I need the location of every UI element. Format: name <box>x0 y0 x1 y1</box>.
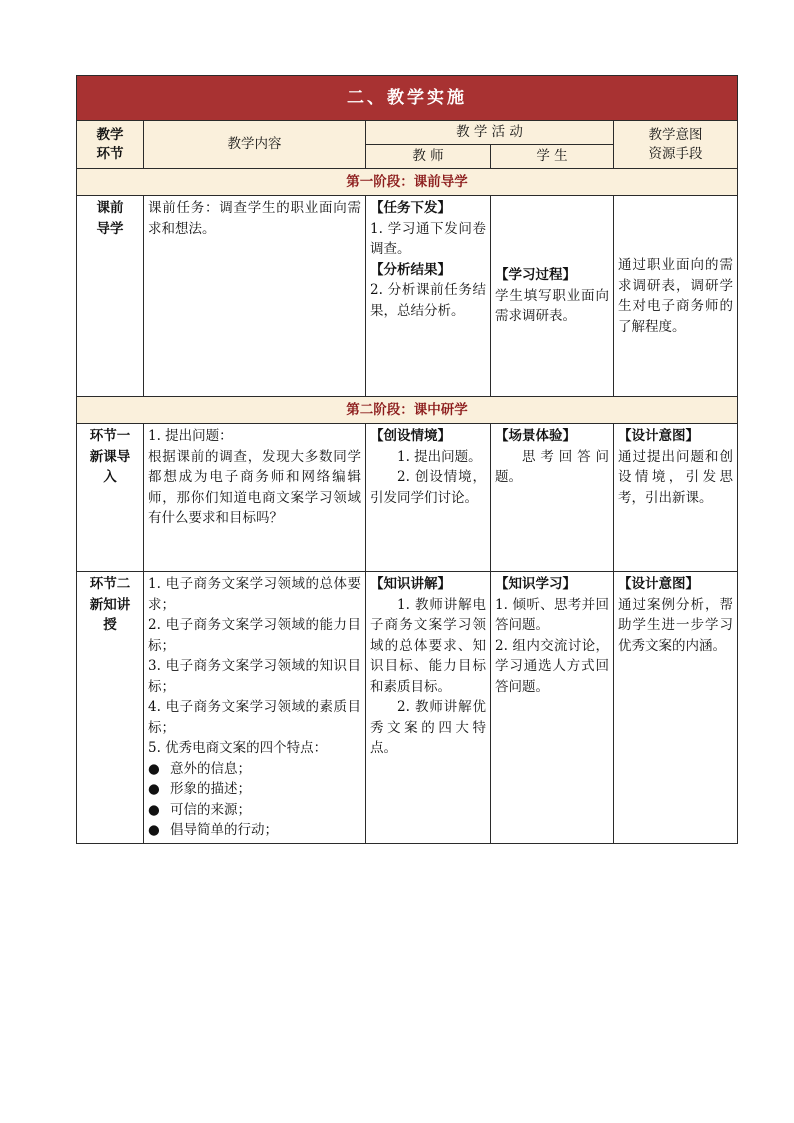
stage1-segment-line-1: 课前 <box>96 200 124 216</box>
row2-student-1: 1. 倾听、思考并回答问题。 <box>495 596 609 633</box>
bullet-text: 可信的来源； <box>170 801 251 818</box>
row2-content-item-1: 1. 电子商务文案学习领域的总体要求； <box>148 576 361 613</box>
header-content: 教学内容 <box>144 121 366 169</box>
row2-content-item-5: 5. 优秀电商文案的四个特点： <box>148 740 328 756</box>
row2-student-2: 2. 组内交流讨论，学习通选人方式回答问题。 <box>495 637 609 695</box>
stage1-intent: 通过职业面向的需求调研表，调研学生对电子商务师的了解程度。 <box>614 196 738 397</box>
row1-content <box>144 424 366 572</box>
header-row-1 <box>77 121 738 145</box>
row2-student-tag: 【知识学习】 <box>495 576 576 592</box>
row2-segment-line-3: 授 <box>103 617 117 633</box>
row1-student <box>491 424 614 572</box>
row2-content-item-2: 2. 电子商务文案学习领域的能力目标； <box>148 617 361 654</box>
bullet-item <box>148 779 361 800</box>
lesson-plan-table <box>76 75 738 844</box>
row1-teacher <box>366 424 491 572</box>
stage1-teacher-text-1: 1. 学习通下发问卷调查。 <box>370 220 486 257</box>
bullet-dot-icon: ● <box>148 801 160 818</box>
row2-student <box>491 572 614 844</box>
row2-intent <box>614 572 738 844</box>
bullet-text: 形象的描述； <box>170 781 251 797</box>
stage2-row2 <box>77 572 738 844</box>
stage1-content: 课前任务：调查学生的职业面向需求和想法。 <box>144 196 366 397</box>
header-student: 学 生 <box>491 145 614 169</box>
bullet-dot-icon: ● <box>148 822 160 838</box>
bullet-item <box>148 820 361 841</box>
row1-student-text: 思考回答问题。 <box>495 448 609 485</box>
row1-intent-text: 通过提出问题和创设情境，引发思考，引出新课。 <box>618 448 734 506</box>
stage1-student-text: 学生填写职业面向需求调研表。 <box>495 287 609 325</box>
row2-teacher-tag: 【知识讲解】 <box>370 576 451 592</box>
stage1-student-tag: 【学习过程】 <box>495 267 576 284</box>
header-teacher: 教 师 <box>366 145 491 169</box>
row1-segment-line-1: 环节一 <box>89 428 131 444</box>
bullet-dot-icon: ● <box>148 781 160 797</box>
row1-student-tag: 【场景体验】 <box>495 428 576 444</box>
row1-intent-tag: 【设计意图】 <box>618 428 699 444</box>
bullet-text: 倡导简单的行动； <box>170 822 278 838</box>
header-segment-line-2: 环节 <box>96 145 124 162</box>
row2-content-item-4: 4. 电子商务文案学习领域的素质目标； <box>148 699 361 736</box>
bullet-dot-icon: ● <box>148 760 160 777</box>
stage1-row <box>77 169 738 196</box>
title-row <box>77 76 738 121</box>
header-intent-line-1: 教学意图 <box>648 126 703 143</box>
stage1-student <box>491 196 614 397</box>
row1-content-2: 根据课前的调查，发现大多数同学都想成为电子商务师和网络编辑师，那你们知道电商文案学习领域有什么要求和目标吗？ <box>148 448 361 526</box>
row2-intent-tag: 【设计意图】 <box>618 576 699 592</box>
row1-teacher-1: 1. 提出问题。 <box>397 448 482 465</box>
stage1-label: 第一阶段：课前导学 <box>77 169 738 196</box>
bullet-item <box>148 759 361 780</box>
header-segment <box>77 121 144 169</box>
stage1-teacher-text-2: 2. 分析课前任务结果，总结分析。 <box>370 282 486 319</box>
row2-intent-text: 通过案例分析，帮助学生进一步学习优秀文案的内涵。 <box>618 596 734 654</box>
row2-segment-line-1: 环节二 <box>89 576 131 592</box>
row2-teacher-2: 2. 教师讲解优秀文案的四大特点。 <box>370 699 486 756</box>
stage1-teacher-tag-1: 【任务下发】 <box>370 200 451 216</box>
stage1-teacher <box>366 196 491 397</box>
stage2-label: 第二阶段：课中研学 <box>77 397 738 424</box>
row1-content-1: 1. 提出问题： <box>148 428 233 444</box>
bullet-text: 意外的信息； <box>170 760 251 777</box>
stage2-row1 <box>77 424 738 572</box>
header-intent <box>614 121 738 169</box>
stage1-teacher-tag-2: 【分析结果】 <box>370 261 451 278</box>
row1-teacher-2: 2. 创设情境，引发同学们讨论。 <box>370 469 486 506</box>
stage2-row <box>77 397 738 424</box>
stage1-content-row <box>77 196 738 397</box>
header-intent-line-2: 资源手段 <box>648 145 703 162</box>
row2-teacher-1: 1. 教师讲解电子商务文案学习领域的总体要求、知识目标、能力目标和素质目标。 <box>370 596 486 695</box>
stage1-segment <box>77 196 144 397</box>
row2-segment <box>77 572 144 844</box>
row2-teacher <box>366 572 491 844</box>
row1-segment <box>77 424 144 572</box>
section-title: 二、教学实施 <box>77 76 738 121</box>
row2-segment-line-2: 新知讲 <box>89 596 131 613</box>
row2-content <box>144 572 366 844</box>
stage1-segment-line-2: 导学 <box>96 220 124 237</box>
row1-segment-line-3: 入 <box>103 469 117 485</box>
header-activity: 教 学 活 动 <box>366 121 614 145</box>
row1-teacher-tag: 【创设情境】 <box>370 428 451 444</box>
bullet-item <box>148 800 361 821</box>
row1-segment-line-2: 新课导 <box>89 448 131 465</box>
row1-intent <box>614 424 738 572</box>
header-segment-line-1: 教学 <box>96 126 124 143</box>
row2-content-item-3: 3. 电子商务文案学习领域的知识目标； <box>148 658 361 695</box>
